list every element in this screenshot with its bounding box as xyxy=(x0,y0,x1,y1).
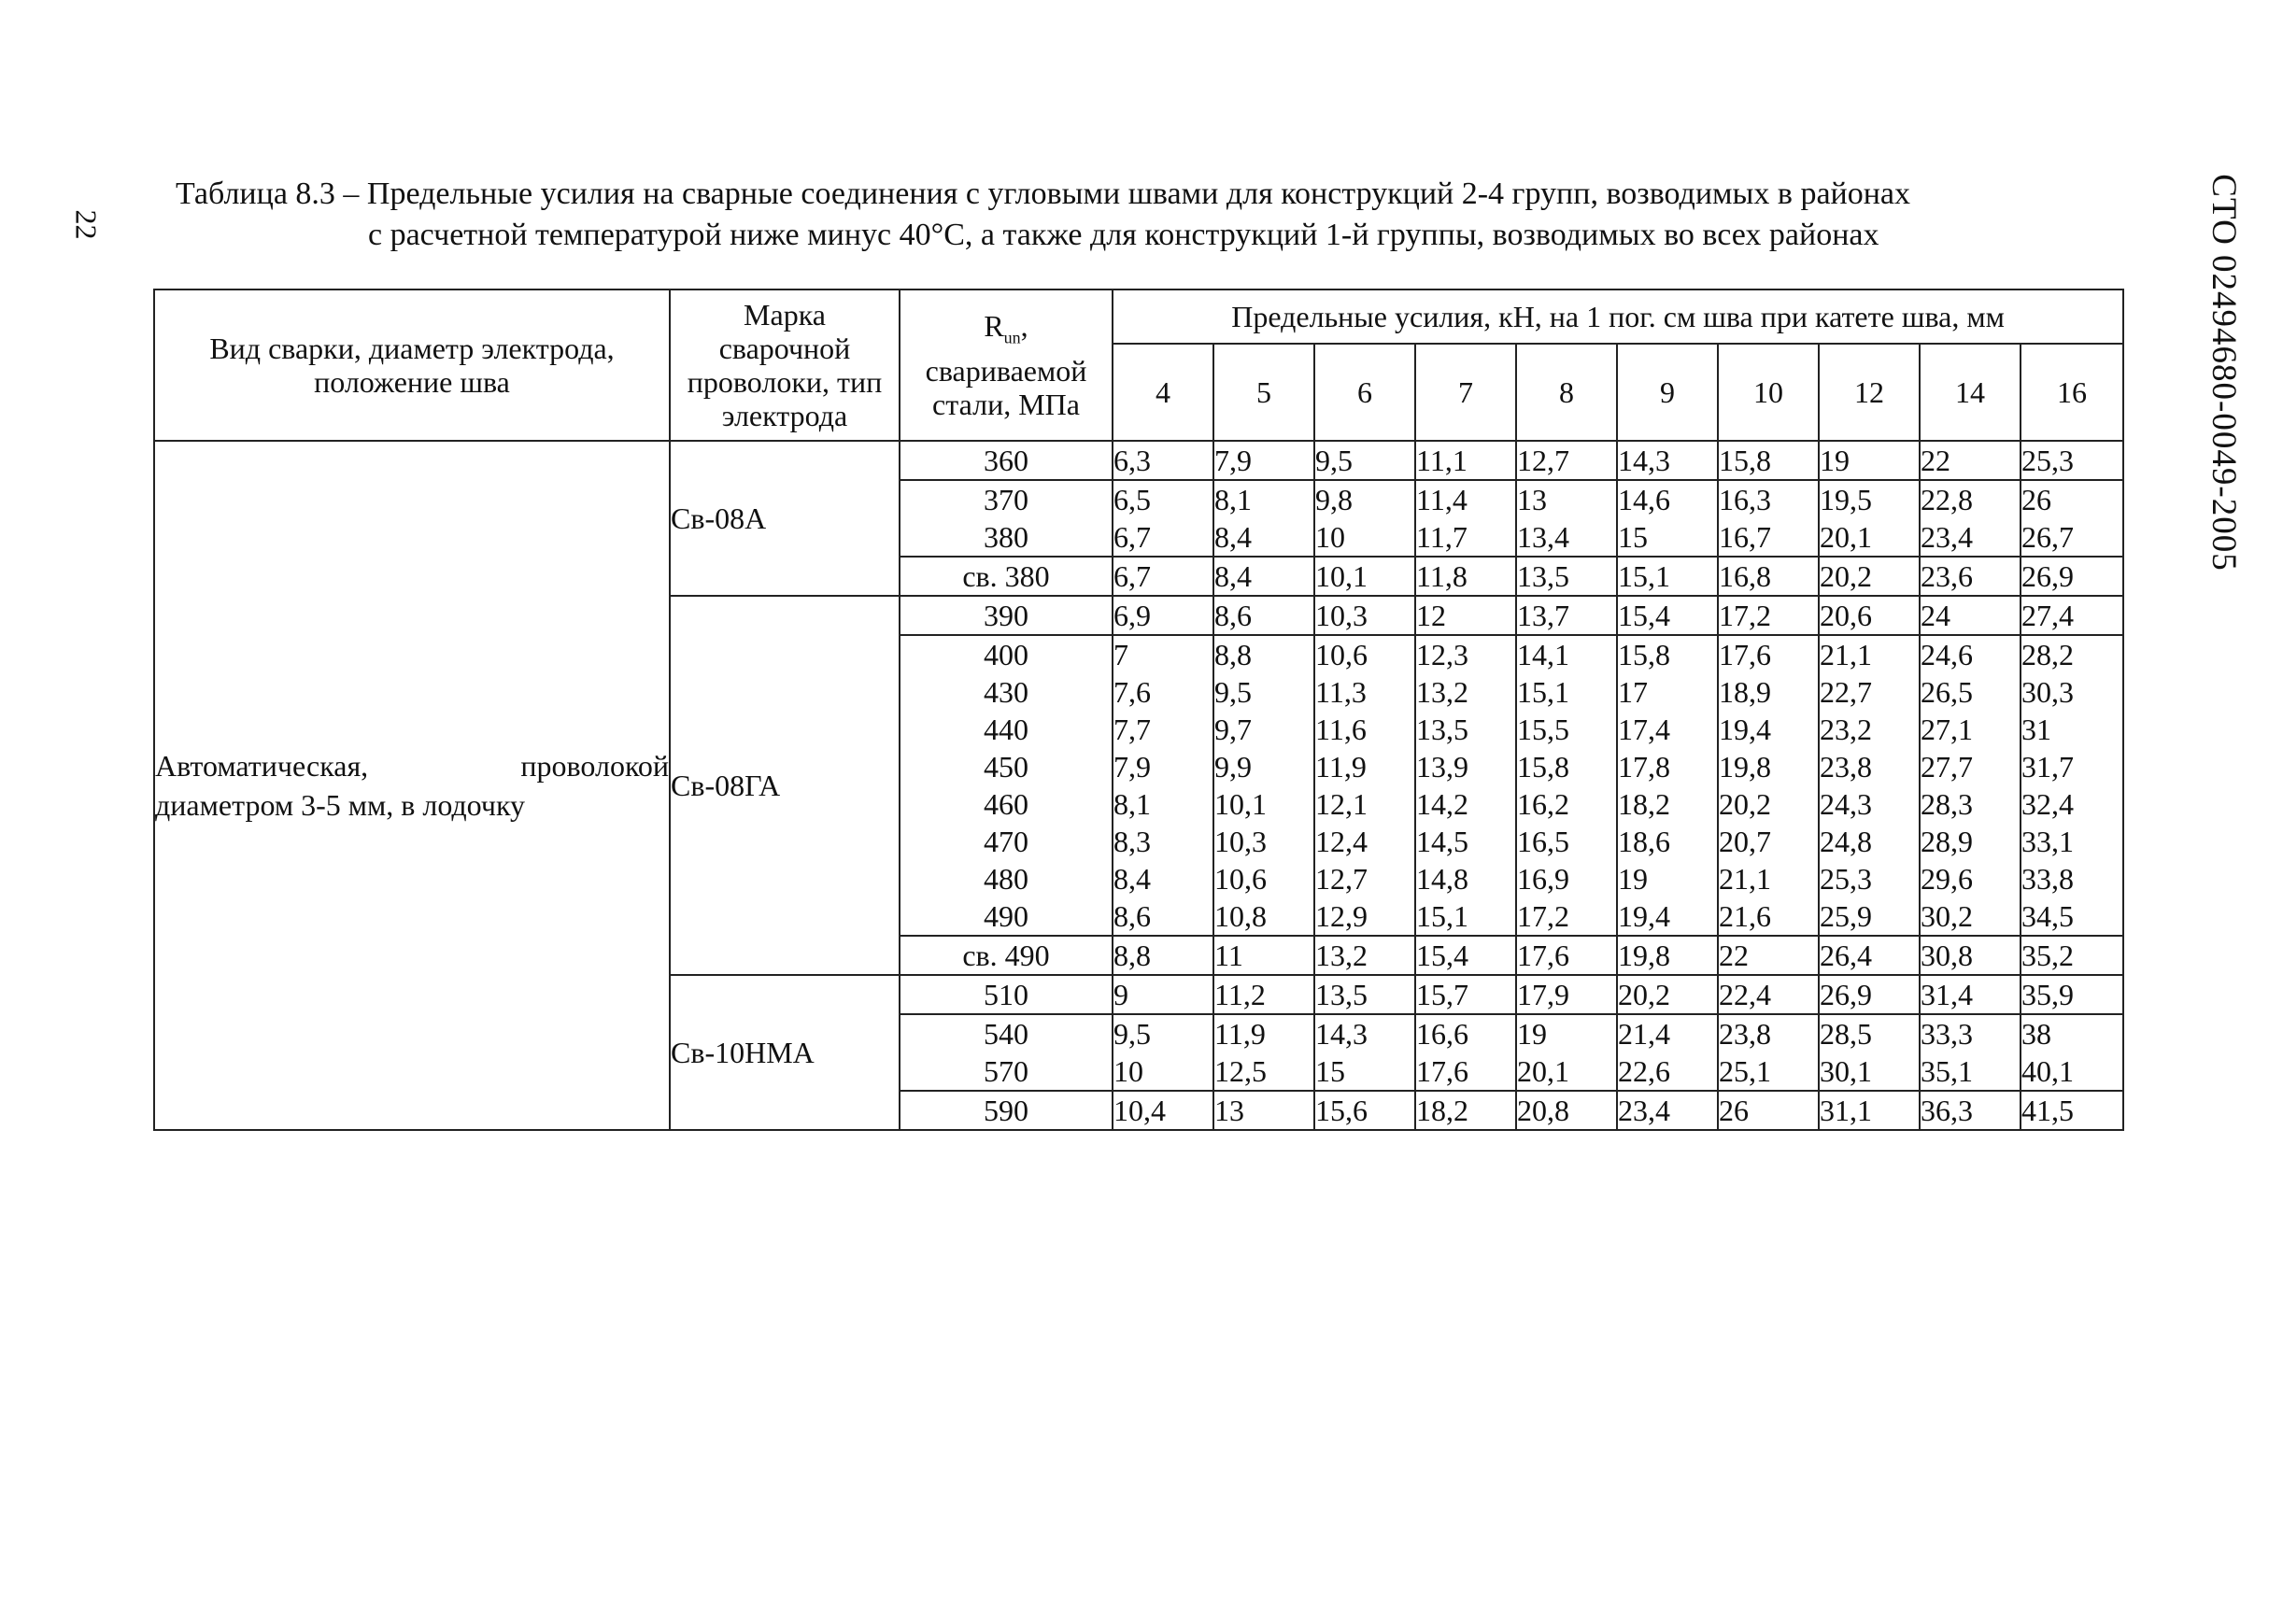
force-value-cell: 21,6 xyxy=(1718,897,1819,936)
force-value-cell: 17,6 xyxy=(1718,635,1819,673)
run-value-cell: 490 xyxy=(900,897,1113,936)
force-value-cell: 12,4 xyxy=(1314,823,1415,860)
force-value-cell: 23,2 xyxy=(1819,711,1920,748)
run-value-cell: св. 490 xyxy=(900,936,1113,975)
force-value-cell: 23,4 xyxy=(1617,1091,1718,1130)
force-value-cell: 35,2 xyxy=(2021,936,2123,975)
force-value-cell: 12,5 xyxy=(1213,1052,1314,1091)
force-value-cell: 15,1 xyxy=(1516,673,1617,711)
run-value-cell: св. 380 xyxy=(900,557,1113,596)
header-leg-7: 7 xyxy=(1415,344,1516,441)
force-value-cell: 31,1 xyxy=(1819,1091,1920,1130)
force-value-cell: 40,1 xyxy=(2021,1052,2123,1091)
force-value-cell: 15,8 xyxy=(1516,748,1617,785)
force-value-cell: 7,9 xyxy=(1113,748,1213,785)
force-value-cell: 11,9 xyxy=(1314,748,1415,785)
header-leg-9: 9 xyxy=(1617,344,1718,441)
force-value-cell: 31,7 xyxy=(2021,748,2123,785)
force-value-cell: 14,3 xyxy=(1314,1014,1415,1052)
header-run-rest: , свариваемой стали, МПа xyxy=(925,308,1087,422)
page-number: 22 xyxy=(69,209,104,240)
header-leg-14: 14 xyxy=(1920,344,2021,441)
force-value-cell: 18,2 xyxy=(1617,785,1718,823)
force-value-cell: 38 xyxy=(2021,1014,2123,1052)
welding-type-text: Автоматическая, проволокой диаметром 3-5 мм, в лодочку xyxy=(155,749,669,822)
force-value-cell: 13,2 xyxy=(1415,673,1516,711)
wire-grade-cell: Св-10НМА xyxy=(670,975,900,1130)
force-value-cell: 10,1 xyxy=(1213,785,1314,823)
force-value-cell: 16,3 xyxy=(1718,480,1819,518)
force-value-cell: 14,8 xyxy=(1415,860,1516,897)
force-value-cell: 12,3 xyxy=(1415,635,1516,673)
force-value-cell: 27,7 xyxy=(1920,748,2021,785)
force-value-cell: 15,6 xyxy=(1314,1091,1415,1130)
force-value-cell: 33,1 xyxy=(2021,823,2123,860)
force-value-cell: 12,7 xyxy=(1516,441,1617,480)
header-run-symbol: R xyxy=(984,308,1004,343)
run-value-cell: 440 xyxy=(900,711,1113,748)
force-value-cell: 14,5 xyxy=(1415,823,1516,860)
force-value-cell: 18,6 xyxy=(1617,823,1718,860)
force-value-cell: 20,7 xyxy=(1718,823,1819,860)
force-value-cell: 11,9 xyxy=(1213,1014,1314,1052)
force-value-cell: 12 xyxy=(1415,596,1516,635)
run-value-cell: 570 xyxy=(900,1052,1113,1091)
force-value-cell: 8,4 xyxy=(1113,860,1213,897)
run-value-cell: 360 xyxy=(900,441,1113,480)
force-value-cell: 24 xyxy=(1920,596,2021,635)
force-value-cell: 8,8 xyxy=(1113,936,1213,975)
force-value-cell: 18,9 xyxy=(1718,673,1819,711)
run-value-cell: 430 xyxy=(900,673,1113,711)
force-value-cell: 10,3 xyxy=(1314,596,1415,635)
force-value-cell: 24,8 xyxy=(1819,823,1920,860)
force-value-cell: 11,3 xyxy=(1314,673,1415,711)
force-value-cell: 19 xyxy=(1516,1014,1617,1052)
weld-force-table xyxy=(153,289,2124,1131)
force-value-cell: 15,7 xyxy=(1415,975,1516,1014)
force-value-cell: 8,1 xyxy=(1113,785,1213,823)
force-value-cell: 20,1 xyxy=(1516,1052,1617,1091)
force-value-cell: 30,1 xyxy=(1819,1052,1920,1091)
force-value-cell: 6,3 xyxy=(1113,441,1213,480)
header-run-sub: un xyxy=(1003,328,1021,347)
force-value-cell: 13,5 xyxy=(1314,975,1415,1014)
caption-line-1: Таблица 8.3 – Предельные усилия на сварные соединения с угловыми швами для конструкций 2-4 групп, возводимых в районах xyxy=(176,177,1911,211)
force-value-cell: 6,9 xyxy=(1113,596,1213,635)
force-value-cell: 9,5 xyxy=(1113,1014,1213,1052)
document-code: СТО 02494680-0049-2005 xyxy=(2205,174,2243,572)
force-value-cell: 17 xyxy=(1617,673,1718,711)
force-value-cell: 26,4 xyxy=(1819,936,1920,975)
force-value-cell: 9,5 xyxy=(1314,441,1415,480)
force-value-cell: 8,6 xyxy=(1113,897,1213,936)
force-value-cell: 13,2 xyxy=(1314,936,1415,975)
force-value-cell: 6,7 xyxy=(1113,557,1213,596)
force-value-cell: 6,5 xyxy=(1113,480,1213,518)
force-value-cell: 20,6 xyxy=(1819,596,1920,635)
force-value-cell: 8,6 xyxy=(1213,596,1314,635)
run-value-cell: 470 xyxy=(900,823,1113,860)
force-value-cell: 10 xyxy=(1113,1052,1213,1091)
force-value-cell: 20,8 xyxy=(1516,1091,1617,1130)
force-value-cell: 13,5 xyxy=(1516,557,1617,596)
welding-type-cell xyxy=(154,441,670,1130)
force-value-cell: 8,3 xyxy=(1113,823,1213,860)
force-value-cell: 17,2 xyxy=(1718,596,1819,635)
force-value-cell: 12,7 xyxy=(1314,860,1415,897)
force-value-cell: 14,6 xyxy=(1617,480,1718,518)
force-value-cell: 29,6 xyxy=(1920,860,2021,897)
header-welding-type: Вид сварки, диаметр электрода, положение шва xyxy=(154,289,670,441)
force-value-cell: 24,6 xyxy=(1920,635,2021,673)
force-value-cell: 28,9 xyxy=(1920,823,2021,860)
force-value-cell: 35,9 xyxy=(2021,975,2123,1014)
table-caption xyxy=(168,174,2036,256)
force-value-cell: 19 xyxy=(1819,441,1920,480)
force-value-cell: 19,5 xyxy=(1819,480,1920,518)
force-value-cell: 7,9 xyxy=(1213,441,1314,480)
force-value-cell: 21,1 xyxy=(1718,860,1819,897)
force-value-cell: 8,8 xyxy=(1213,635,1314,673)
force-value-cell: 8,4 xyxy=(1213,557,1314,596)
force-value-cell: 22 xyxy=(1718,936,1819,975)
force-value-cell: 16,9 xyxy=(1516,860,1617,897)
force-value-cell: 27,4 xyxy=(2021,596,2123,635)
force-value-cell: 26 xyxy=(2021,480,2123,518)
force-value-cell: 14,3 xyxy=(1617,441,1718,480)
force-value-cell: 15,1 xyxy=(1415,897,1516,936)
force-value-cell: 25,1 xyxy=(1718,1052,1819,1091)
force-value-cell: 24,3 xyxy=(1819,785,1920,823)
force-value-cell: 25,3 xyxy=(2021,441,2123,480)
run-value-cell: 590 xyxy=(900,1091,1113,1130)
force-value-cell: 23,4 xyxy=(1920,518,2021,557)
force-value-cell: 17,2 xyxy=(1516,897,1617,936)
force-value-cell: 20,2 xyxy=(1617,975,1718,1014)
force-value-cell: 11,7 xyxy=(1415,518,1516,557)
wire-grade-cell: Св-08ГА xyxy=(670,596,900,975)
force-value-cell: 15,8 xyxy=(1718,441,1819,480)
force-value-cell: 21,1 xyxy=(1819,635,1920,673)
force-value-cell: 20,1 xyxy=(1819,518,1920,557)
run-value-cell: 540 xyxy=(900,1014,1113,1052)
force-value-cell: 19,4 xyxy=(1718,711,1819,748)
force-value-cell: 12,1 xyxy=(1314,785,1415,823)
force-value-cell: 10,6 xyxy=(1314,635,1415,673)
force-value-cell: 16,6 xyxy=(1415,1014,1516,1052)
run-value-cell: 460 xyxy=(900,785,1113,823)
force-value-cell: 28,5 xyxy=(1819,1014,1920,1052)
force-value-cell: 17,6 xyxy=(1516,936,1617,975)
force-value-cell: 15 xyxy=(1617,518,1718,557)
force-value-cell: 26,9 xyxy=(1819,975,1920,1014)
header-leg-10: 10 xyxy=(1718,344,1819,441)
run-value-cell: 510 xyxy=(900,975,1113,1014)
force-value-cell: 11 xyxy=(1213,936,1314,975)
header-run xyxy=(900,289,1113,441)
force-value-cell: 34,5 xyxy=(2021,897,2123,936)
header-leg-16: 16 xyxy=(2021,344,2123,441)
force-value-cell: 16,7 xyxy=(1718,518,1819,557)
force-value-cell: 13 xyxy=(1213,1091,1314,1130)
force-value-cell: 8,4 xyxy=(1213,518,1314,557)
force-value-cell: 7,6 xyxy=(1113,673,1213,711)
force-value-cell: 33,3 xyxy=(1920,1014,2021,1052)
force-value-cell: 7 xyxy=(1113,635,1213,673)
force-value-cell: 15,5 xyxy=(1516,711,1617,748)
force-value-cell: 28,3 xyxy=(1920,785,2021,823)
caption-line-2: с расчетной температурой ниже минус 40°С, а также для конструкций 1-й группы, возводимых во всех районах xyxy=(368,218,1879,252)
header-force-group: Предельные усилия, кН, на 1 пог. см шва при катете шва, мм xyxy=(1113,289,2123,344)
force-value-cell: 11,2 xyxy=(1213,975,1314,1014)
force-value-cell: 19,8 xyxy=(1718,748,1819,785)
force-value-cell: 22,6 xyxy=(1617,1052,1718,1091)
force-value-cell: 19 xyxy=(1617,860,1718,897)
header-leg-5: 5 xyxy=(1213,344,1314,441)
force-value-cell: 10,6 xyxy=(1213,860,1314,897)
force-value-cell: 11,8 xyxy=(1415,557,1516,596)
force-value-cell: 11,4 xyxy=(1415,480,1516,518)
run-value-cell: 400 xyxy=(900,635,1113,673)
force-value-cell: 25,9 xyxy=(1819,897,1920,936)
force-value-cell: 17,4 xyxy=(1617,711,1718,748)
force-value-cell: 9 xyxy=(1113,975,1213,1014)
force-value-cell: 11,1 xyxy=(1415,441,1516,480)
force-value-cell: 13,7 xyxy=(1516,596,1617,635)
force-value-cell: 16,2 xyxy=(1516,785,1617,823)
force-value-cell: 18,2 xyxy=(1415,1091,1516,1130)
force-value-cell: 7,7 xyxy=(1113,711,1213,748)
force-value-cell: 27,1 xyxy=(1920,711,2021,748)
force-value-cell: 28,2 xyxy=(2021,635,2123,673)
force-value-cell: 20,2 xyxy=(1819,557,1920,596)
force-value-cell: 33,8 xyxy=(2021,860,2123,897)
force-value-cell: 16,5 xyxy=(1516,823,1617,860)
force-value-cell: 11,6 xyxy=(1314,711,1415,748)
force-value-cell: 10,1 xyxy=(1314,557,1415,596)
force-value-cell: 41,5 xyxy=(2021,1091,2123,1130)
force-value-cell: 23,8 xyxy=(1718,1014,1819,1052)
force-value-cell: 13,5 xyxy=(1415,711,1516,748)
force-value-cell: 9,5 xyxy=(1213,673,1314,711)
force-value-cell: 31 xyxy=(2021,711,2123,748)
force-value-cell: 22 xyxy=(1920,441,2021,480)
force-value-cell: 30,3 xyxy=(2021,673,2123,711)
force-value-cell: 26 xyxy=(1718,1091,1819,1130)
force-value-cell: 15 xyxy=(1314,1052,1415,1091)
force-value-cell: 21,4 xyxy=(1617,1014,1718,1052)
force-value-cell: 22,4 xyxy=(1718,975,1819,1014)
force-value-cell: 17,8 xyxy=(1617,748,1718,785)
force-value-cell: 25,3 xyxy=(1819,860,1920,897)
header-leg-4: 4 xyxy=(1113,344,1213,441)
header-leg-8: 8 xyxy=(1516,344,1617,441)
run-value-cell: 370 xyxy=(900,480,1113,518)
force-value-cell: 9,9 xyxy=(1213,748,1314,785)
force-value-cell: 31,4 xyxy=(1920,975,2021,1014)
force-value-cell: 17,9 xyxy=(1516,975,1617,1014)
force-value-cell: 30,8 xyxy=(1920,936,2021,975)
force-value-cell: 10,8 xyxy=(1213,897,1314,936)
force-value-cell: 15,4 xyxy=(1617,596,1718,635)
run-value-cell: 480 xyxy=(900,860,1113,897)
force-value-cell: 9,8 xyxy=(1314,480,1415,518)
force-value-cell: 20,2 xyxy=(1718,785,1819,823)
force-value-cell: 30,2 xyxy=(1920,897,2021,936)
table-row xyxy=(154,441,2123,480)
force-value-cell: 32,4 xyxy=(2021,785,2123,823)
header-wire-grade: Марка сварочной проволоки, тип электрода xyxy=(670,289,900,441)
wire-grade-cell: Св-08А xyxy=(670,441,900,596)
force-value-cell: 13,4 xyxy=(1516,518,1617,557)
run-value-cell: 380 xyxy=(900,518,1113,557)
force-value-cell: 8,1 xyxy=(1213,480,1314,518)
force-value-cell: 19,4 xyxy=(1617,897,1718,936)
force-value-cell: 23,6 xyxy=(1920,557,2021,596)
force-value-cell: 10,3 xyxy=(1213,823,1314,860)
force-value-cell: 15,4 xyxy=(1415,936,1516,975)
force-value-cell: 26,7 xyxy=(2021,518,2123,557)
force-value-cell: 17,6 xyxy=(1415,1052,1516,1091)
force-value-cell: 13 xyxy=(1516,480,1617,518)
force-value-cell: 16,8 xyxy=(1718,557,1819,596)
force-value-cell: 26,5 xyxy=(1920,673,2021,711)
force-value-cell: 22,8 xyxy=(1920,480,2021,518)
force-value-cell: 35,1 xyxy=(1920,1052,2021,1091)
force-value-cell: 6,7 xyxy=(1113,518,1213,557)
header-leg-6: 6 xyxy=(1314,344,1415,441)
force-value-cell: 23,8 xyxy=(1819,748,1920,785)
force-value-cell: 26,9 xyxy=(2021,557,2123,596)
force-value-cell: 15,1 xyxy=(1617,557,1718,596)
force-value-cell: 19,8 xyxy=(1617,936,1718,975)
force-value-cell: 15,8 xyxy=(1617,635,1718,673)
run-value-cell: 450 xyxy=(900,748,1113,785)
run-value-cell: 390 xyxy=(900,596,1113,635)
force-value-cell: 10,4 xyxy=(1113,1091,1213,1130)
force-value-cell: 13,9 xyxy=(1415,748,1516,785)
force-value-cell: 12,9 xyxy=(1314,897,1415,936)
header-leg-12: 12 xyxy=(1819,344,1920,441)
force-value-cell: 36,3 xyxy=(1920,1091,2021,1130)
force-value-cell: 14,2 xyxy=(1415,785,1516,823)
force-value-cell: 22,7 xyxy=(1819,673,1920,711)
force-value-cell: 10 xyxy=(1314,518,1415,557)
force-value-cell: 14,1 xyxy=(1516,635,1617,673)
force-value-cell: 9,7 xyxy=(1213,711,1314,748)
